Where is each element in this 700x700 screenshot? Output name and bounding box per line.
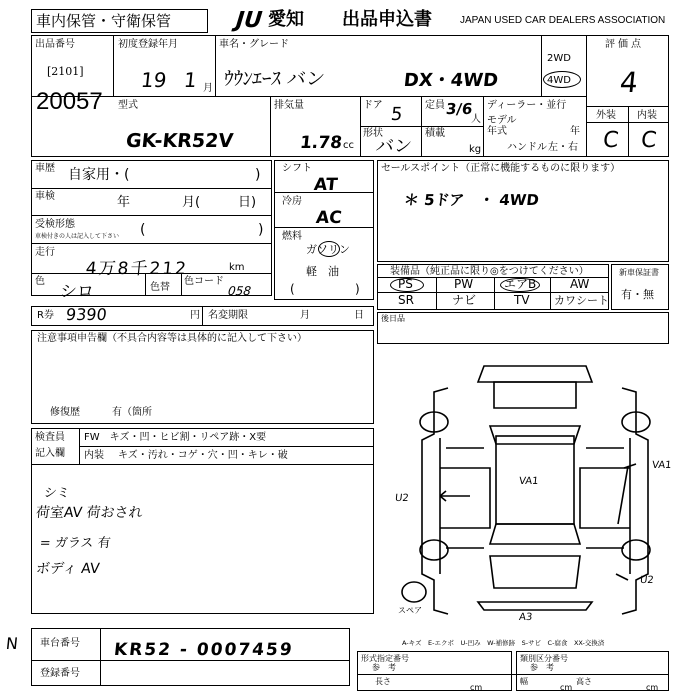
inspector-note-4: ボディ AV xyxy=(35,561,101,577)
equip-airbag: エアB xyxy=(504,277,537,291)
history-label: 車歴 xyxy=(35,163,55,174)
name-change-month: 月 xyxy=(300,310,310,321)
inspection-year: 年 xyxy=(117,195,131,210)
form-title: 出品申込書 xyxy=(342,9,432,30)
inspector-note-1: シミ xyxy=(43,486,71,501)
width-label: 幅 xyxy=(520,677,528,686)
equip-navi: ナビ xyxy=(452,293,477,307)
capacity-unit: 人 xyxy=(471,114,481,125)
chassis-number: KR52 - 0007459 xyxy=(112,640,295,660)
notes-box xyxy=(31,330,374,424)
lot-prefix: [2101] xyxy=(47,65,84,78)
month-unit: 月 xyxy=(203,83,213,94)
damage-mark-left: U2 xyxy=(394,493,410,504)
height-unit: cm xyxy=(646,683,659,692)
color-code: 058 xyxy=(227,284,252,298)
diagram-spare-tire xyxy=(402,582,426,602)
damage-mark-right: VA1 xyxy=(651,460,672,471)
capacity-label: 定員 xyxy=(425,100,445,111)
diagram-left-side xyxy=(422,388,448,614)
car-name-label: 車名・グレード xyxy=(219,39,289,50)
shift-value: AT xyxy=(312,175,339,195)
diagram-front-bumper xyxy=(478,366,592,382)
class-label: 類別区分番号 xyxy=(520,654,568,663)
inspection-month: 月( xyxy=(182,195,201,210)
sales-point-box xyxy=(377,160,669,262)
overall-score: 4 xyxy=(618,66,640,99)
after-item-box xyxy=(377,312,669,344)
damage-legend: A-キズ E-エクボ U-凹み W-補修跡 S-サビ C-腐食 XX-交換済 xyxy=(402,639,605,647)
inspector-exterior-keys: FW キズ・凹・ヒビ割・リペア跡・X要 xyxy=(84,432,267,443)
first-registration-label: 初度登録年月 xyxy=(118,39,178,50)
type-cert-label: 形式指定番号 xyxy=(361,654,409,663)
handle-options: 左・右 xyxy=(548,142,578,153)
car-damage-diagram xyxy=(380,348,680,648)
width-unit: cm xyxy=(560,683,573,692)
recycle-unit: 円 xyxy=(190,310,200,321)
equip-tv: TV xyxy=(514,293,530,307)
inspector-label-2: 記入欄 xyxy=(35,448,65,459)
first-registration-year: 19 xyxy=(139,68,168,92)
ac-label: 冷房 xyxy=(282,196,302,207)
mileage-unit: km xyxy=(229,262,245,273)
equip-pw: PW xyxy=(454,277,474,291)
handle-label: ハンドル xyxy=(507,142,547,153)
receipt-open: ( xyxy=(140,222,146,238)
diagram-rear-bumper xyxy=(478,602,592,610)
model-year-label-2: 年式 xyxy=(487,126,507,137)
fuel-gasoline-circle xyxy=(318,241,340,257)
damage-mark-rear-right: U2 xyxy=(639,575,655,586)
color-change-label: 色替 xyxy=(150,282,170,293)
equipment-label: 装備品（純正品に限り◎をつけてください） xyxy=(390,266,589,277)
interior-grade: C xyxy=(639,128,658,153)
diagram-hood xyxy=(494,382,576,408)
association-name: JAPAN USED CAR DEALERS ASSOCIATION xyxy=(460,15,666,26)
mileage: 4万8千212 xyxy=(84,259,189,279)
fuel-close: ) xyxy=(355,282,360,296)
car-name: ｳｳﾝｴｰｽ バン xyxy=(222,68,327,90)
lot-number-label: 出品番号 xyxy=(35,39,75,50)
capacity: 3/6 xyxy=(445,100,474,118)
fuel-open: ( xyxy=(290,282,295,296)
equip-ps-circle xyxy=(390,278,424,292)
registration-number-label: 登録番号 xyxy=(40,668,80,679)
receipt-note: 車検付きの人は記入して下さい xyxy=(35,233,120,240)
diagram-wheel-rl xyxy=(420,540,448,560)
recycle-label: R券 xyxy=(37,310,54,321)
car-grade: DX・4WD xyxy=(402,70,500,91)
repair-history-value: 有（箇所 xyxy=(112,407,152,418)
model-year-unit: 年 xyxy=(570,126,580,137)
door-label: ドア xyxy=(363,100,383,111)
model-year-label-1: モデル xyxy=(487,115,517,126)
equip-seat: カワシート xyxy=(554,294,609,307)
history-close: ) xyxy=(255,167,261,183)
interior-label: 内装 xyxy=(637,110,657,121)
receipt-label: 受検形態 xyxy=(35,219,75,230)
damage-stroke-rear xyxy=(616,574,628,580)
diagram-rear-window xyxy=(490,524,580,544)
inspector-label: 検査員 xyxy=(35,432,65,443)
sales-point-text: ＊ 5ドア ・ 4WD xyxy=(403,191,540,209)
load-label: 積載 xyxy=(425,128,445,139)
equip-ps: PS xyxy=(398,277,413,291)
inspection-day: 日) xyxy=(238,195,257,210)
ac-value: AC xyxy=(314,208,343,228)
name-change-label: 名変期限 xyxy=(208,310,248,321)
model-label: 型式 xyxy=(118,100,138,111)
history-value: 自家用・( xyxy=(68,167,130,183)
drive-4wd-circle xyxy=(543,71,581,88)
notes-label: 注意事項申告欄（不具合内容等は具体的に記入して下さい） xyxy=(37,333,307,344)
load-unit: kg xyxy=(469,144,482,155)
exterior-grade: C xyxy=(601,128,620,153)
shift-label: シフト xyxy=(282,163,312,174)
inspector-interior-label: 内装 xyxy=(84,450,104,461)
damage-stroke-right xyxy=(618,464,636,524)
damage-mark-roof: VA1 xyxy=(518,476,539,487)
ju-logo-mark: JU xyxy=(234,8,264,33)
drive-4wd: 4WD xyxy=(547,75,571,86)
sales-point-label: セールスポイント（正常に機能するものに限ります） xyxy=(381,163,621,174)
inspector-note-3: = ガラス 有 xyxy=(39,536,112,551)
inspector-note-2: 荷室AV 荷おされ xyxy=(35,505,144,521)
body-shape: バン xyxy=(374,136,413,157)
mileage-label: 走行 xyxy=(35,247,55,258)
spare-tire-label: スペア xyxy=(398,606,422,615)
warranty-label: 新車保証書 xyxy=(619,268,659,277)
lot-number: 20057 xyxy=(36,88,103,115)
diagram-back-door xyxy=(490,556,580,588)
color-value: シロ xyxy=(58,282,95,302)
dealer-label: ディーラー・並行 xyxy=(487,100,567,111)
doors: 5 xyxy=(389,104,404,125)
exterior-label: 外装 xyxy=(596,110,616,121)
drive-2wd: 2WD xyxy=(547,53,571,64)
fuel-diesel: 軽 油 xyxy=(306,265,339,278)
color-label: 色 xyxy=(35,276,45,287)
equip-airbag-circle xyxy=(500,278,540,292)
margin-mark: N xyxy=(5,634,19,653)
shape-label: 形状 xyxy=(363,128,383,139)
displacement: 1.78 xyxy=(298,133,344,153)
equipment-grid xyxy=(378,277,608,309)
displacement-unit: cc xyxy=(343,140,354,151)
diagram-windshield xyxy=(490,426,580,444)
height-label: 高さ xyxy=(576,677,592,686)
receipt-close: ) xyxy=(258,222,264,238)
fuel-label: 燃料 xyxy=(282,231,302,242)
chassis-label: 車台番号 xyxy=(40,638,80,649)
warranty-options: 有・無 xyxy=(621,288,654,301)
storage-type-box xyxy=(31,9,208,33)
after-item-label: 後日品 xyxy=(381,314,405,323)
displacement-label: 排気量 xyxy=(274,100,304,111)
recycle-fee: 9390 xyxy=(65,305,108,324)
first-registration-month: 1 xyxy=(182,68,198,92)
length-label: 長さ xyxy=(375,677,391,686)
diagram-wheel-rr xyxy=(622,540,650,560)
inspection-label: 車検 xyxy=(35,191,55,202)
fuel-gasoline: ガソリン xyxy=(306,243,350,256)
type-cert-ref: 参 考 xyxy=(372,663,396,672)
length-unit: cm xyxy=(470,683,483,692)
name-change-day: 日 xyxy=(354,310,364,321)
damage-arrow-left xyxy=(440,491,470,501)
class-ref: 参 考 xyxy=(530,663,554,672)
damage-mark-rear: A3 xyxy=(518,612,533,623)
score-label: 評価点 xyxy=(605,39,644,50)
model-code: GK-KR52V xyxy=(124,130,235,152)
inspector-interior-keys: キズ・汚れ・コゲ・穴・凹・キレ・破 xyxy=(118,450,288,461)
equip-aw: AW xyxy=(570,277,590,291)
org-name: 愛知 xyxy=(268,9,304,30)
repair-history-label: 修復歴 xyxy=(50,407,80,418)
storage-type-title: 車内保管・守衛保管 xyxy=(36,12,172,30)
equip-sr: SR xyxy=(398,293,414,307)
color-code-label: 色コード xyxy=(184,276,224,287)
